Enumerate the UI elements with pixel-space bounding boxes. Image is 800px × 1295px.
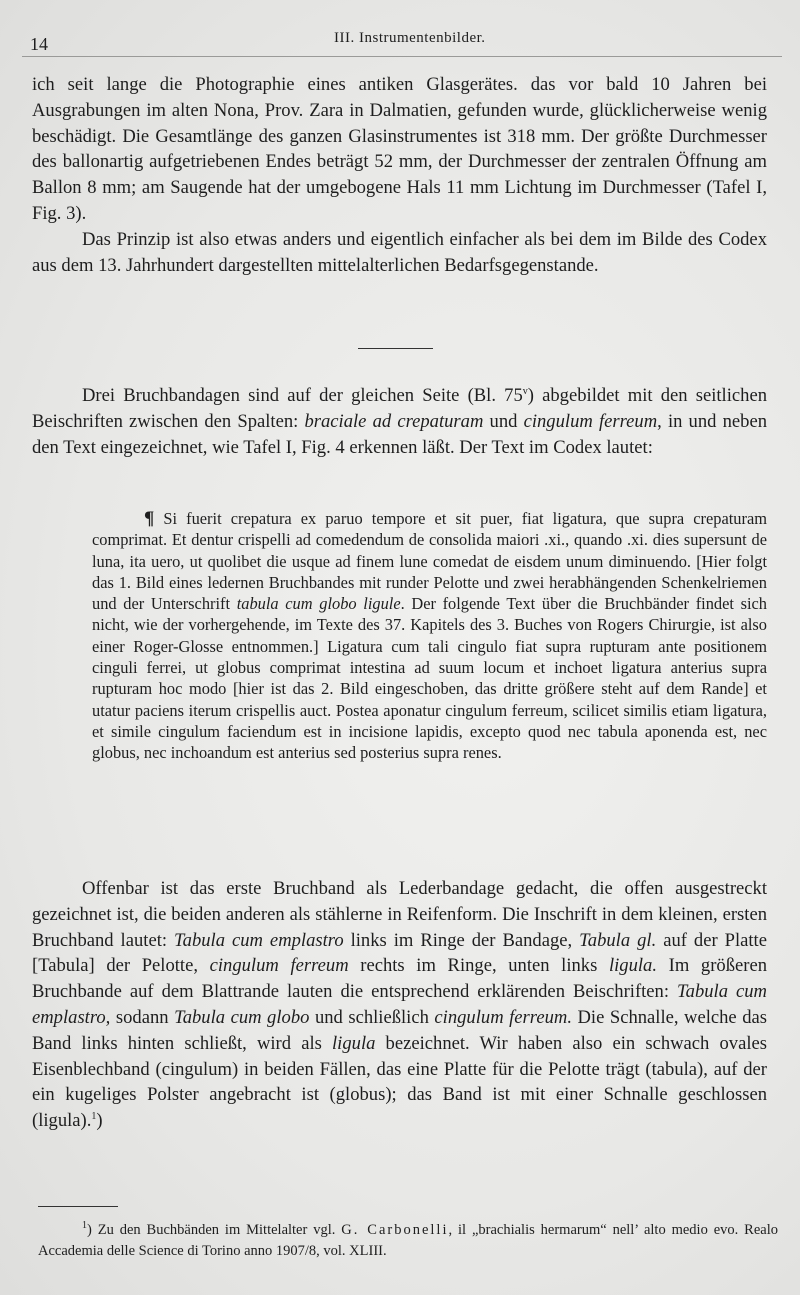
paragraph-bruchbandagen (32, 383, 767, 460)
paragraph-1: ich seit lange die Photographie eines antiken Glasgerätes. das vor bald 10 Jahren bei Ausgrabungen im alten Nona, Prov. Zara in Dalmatien, gefunden wurde, glücklicherweise wenig beschädigt. Die Gesamtlänge des ganzen Glasinstrumentes ist 318 mm. Der größte Durchmesser des ballonartig aufgetriebenen Endes beträgt 52 mm, der Durchmesser der zentralen Öffnung am Ballon 8 mm; am Saugende hat der umgebogene Hals 11 mm Lichtung im Durchmesser (Tafel I, Fig. 3). (32, 74, 767, 224)
text-run: und (483, 410, 524, 432)
superscript: v (522, 385, 528, 397)
pilcrow-mark: ¶ (144, 508, 155, 529)
italic-term: Tabula cum emplastro (174, 929, 344, 951)
italic-term: tabula cum globo ligule (236, 594, 401, 614)
paragraph-4 (32, 876, 767, 1134)
codex-quotation (92, 508, 767, 764)
paragraph-2: Das Prinzip ist also etwas anders und eigentlich einfacher als bei dem im Bilde des Codex aus dem 13. Jahrhundert dargestellten mittelalterlichen Bedarfsgegenstande. (32, 228, 767, 276)
footnote-ref: 1 (91, 1110, 97, 1122)
page-number: 14 (30, 34, 48, 54)
text-run: , in und neben den Text eingezeichnet, wie Tafel I, Fig. 4 erkennen läßt. Der Text im Codex lautet: (32, 410, 767, 458)
footnote-marker: 1 (82, 1220, 87, 1232)
italic-term: ligula (332, 1032, 376, 1054)
italic-term: cingulum ferreum (523, 410, 658, 432)
italic-term: Tabula gl. (579, 929, 657, 951)
text-run: Im größeren Bruchbande auf dem Blattrande lauten die entsprechend erklärenden Beischriften: (32, 955, 768, 1003)
footnote-separator (38, 1206, 118, 1207)
section-separator (358, 348, 433, 349)
italic-term: braciale ad crepaturam (304, 410, 484, 432)
text-run: . Der folgende Text über die Bruchbänder findet sich nicht, wie der vorhergehende, im Texte des 37. Kapitels des 3. Buches von Rogers Chirurgie, ist also einer Roger-Glosse entnommen.] Ligatura cum tali cingulo fiat supra rupturam ante positionem cinguli ferrei, ut globus comprimat intestina ad suum locum et inchoet ligatura anterius supra rupturam hoc modo [hier ist das 2. Bild eingeschoben, das dritte größere steht auf dem Rande] et utatur paciens iterum crispellis auct. Postea aponatur cingulum ferreum, scilicet similis etiam ligatura, et simile cingulum faciendum est in incisione lapidis, excepto quod nec tabula aponenda est, nec globus, nec inchoandum est anterius sed posterius supra renes. (92, 594, 767, 763)
text-run: Drei Bruchbandagen sind auf der gleichen Seite (Bl. 75 (82, 385, 523, 406)
italic-term: Tabula cum globo (174, 1006, 310, 1028)
text-run: Die Schnalle, welche das Band links hinten schließt, wird als (32, 1006, 767, 1054)
italic-term: cingulum ferreum (209, 955, 349, 977)
text-run: Si fuerit crepatura ex paruo tempore et sit puer, fiat ligatura, que supra crepaturam comprimat. Et dentur crispelli ad comedendum de consolida maiori .xi., quando .xi. dies supersunt de luna, ita uero, ut quolibet die usque ad finem lune comedat de eisdem unum diminuendo. [Hier folgt das 1. Bild eines ledernen Bruchbandes mit runder Pelotte und zwei herabhängenden Schenkelriemen und der Unterschrift (92, 509, 767, 614)
italic-term: cingulum ferreum. (434, 1006, 572, 1028)
italic-term: ligula. (608, 955, 658, 977)
running-head: III. Instrumentenbilder. (334, 30, 486, 46)
page-header (22, 28, 782, 57)
paragraph-3 (32, 383, 767, 460)
text-run: links im Ringe der Bandage, (343, 929, 580, 951)
text-run: auf der Platte [Tabula] der Pelotte, (32, 929, 767, 977)
paragraph-interpretation (32, 876, 767, 1134)
text-run: ) abgebildet mit den seitlichen Beischriften zwischen den Spalten: (32, 385, 767, 432)
text-run: Offenbar ist das erste Bruchband als Lederbandage gedacht, die offen ausgestreckt gezeichnet ist, die beiden anderen als stählerne in Reifenform. Die Inschrift in dem kleinen, ersten Bruchband lautet: (32, 878, 767, 951)
quotation-text (92, 508, 767, 764)
text-run: rechts im Ringe, unten links (348, 955, 609, 977)
italic-term: Tabula cum emplastro, (32, 981, 767, 1028)
text-run: ) (96, 1110, 103, 1132)
text-run: ) Zu den Buchbänden im Mittelalter vgl. (87, 1222, 342, 1238)
footnote (38, 1220, 778, 1261)
footnote-author: G. Carbonelli (341, 1222, 449, 1238)
footnote-text (38, 1220, 778, 1261)
text-run: bezeichnet. Wir haben also ein schwach ovales Eisenblechband (cingulum) in beiden Fällen, das eine Platte für die Pelotte trägt (tabula), auf der ein kugeliges Polster angebracht ist (globus); das Band ist mit einer Schnalle geschlossen (ligula). (32, 1032, 767, 1132)
text-run: sodann (110, 1006, 175, 1028)
paragraph-glass-instrument (32, 72, 767, 278)
text-run: und schließlich (309, 1006, 435, 1028)
text-run: , il „brachialis hermarum“ nell’ alto medio evo. Realo Accademia delle Science di Torino anno 1907/8, vol. XLIII. (38, 1222, 779, 1259)
